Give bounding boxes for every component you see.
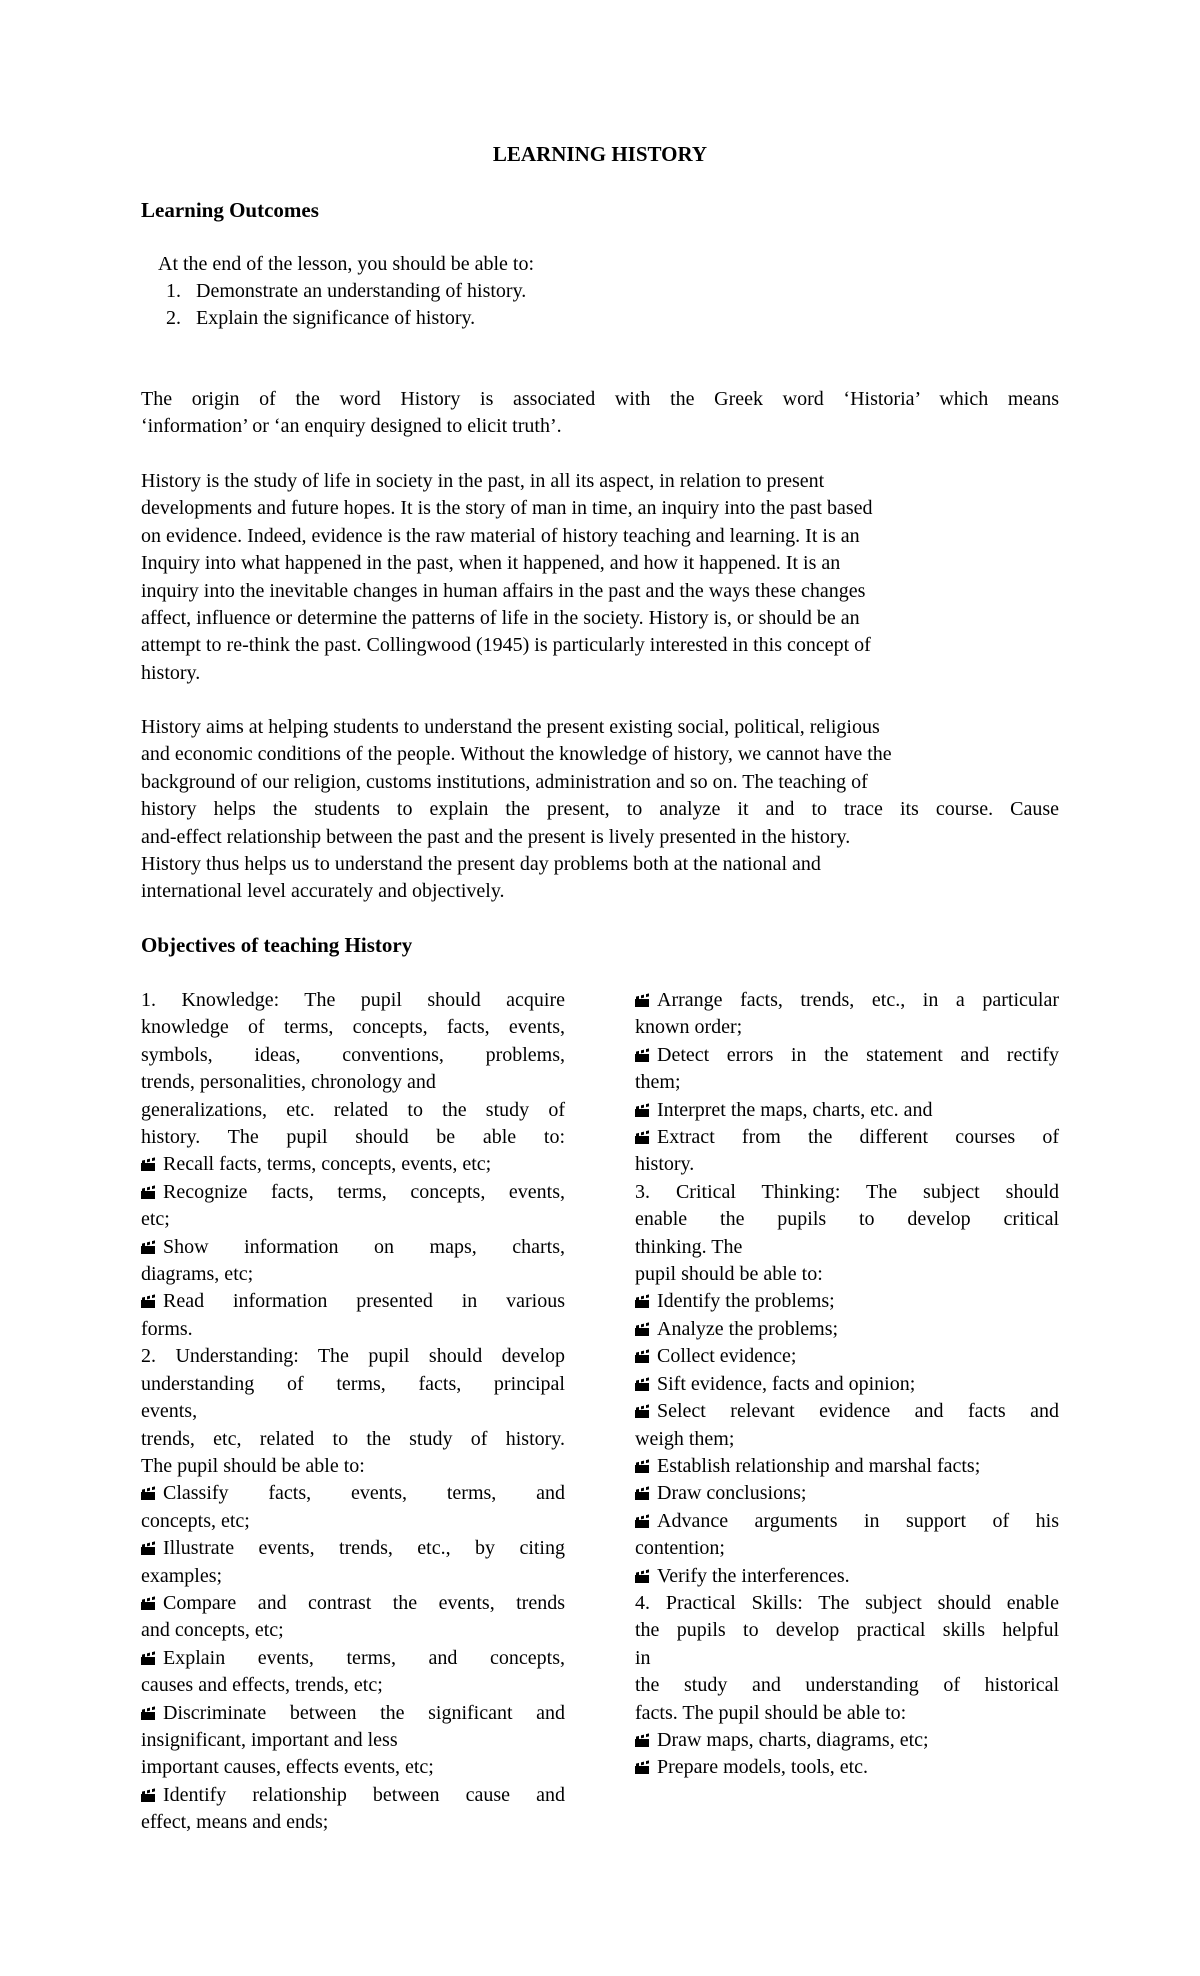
- objective-line: knowledge of terms, concepts, facts, events,: [141, 1016, 565, 1039]
- objective-line: 4. Practical Skills: The subject should enable: [635, 1591, 1059, 1614]
- objective-line: important causes, effects events, etc;: [141, 1756, 434, 1779]
- clapperboard-bullet-icon: [635, 1572, 649, 1583]
- aims-paragraph: History aims at helping students to understand the present existing social, political, religious and economic conditions of the people. Without the knowledge of history, we cannot have the background of our religion, customs institutions, administration and so on. The teaching of history helps the students to explain the present, to analyze it and to trace its course. Cause and-effect relationship between the past and the present is lively presented in the history. History thus helps us to understand the present day problems both at the national and international level accurately and objectively.: [141, 716, 1059, 903]
- objective-line: Verify the interferences.: [635, 1563, 1059, 1590]
- objective-line: known order;: [635, 1016, 743, 1039]
- clapperboard-bullet-icon: [635, 1325, 649, 1336]
- objective-line: effect, means and ends;: [141, 1811, 329, 1834]
- objectives-heading: Objectives of teaching History: [141, 933, 413, 957]
- clapperboard-bullet-icon: [141, 1489, 155, 1500]
- objective-line: thinking. The: [635, 1235, 743, 1258]
- objective-line: the pupils to develop practical skills helpful: [635, 1619, 1059, 1642]
- objective-line: concepts, etc;: [141, 1509, 250, 1532]
- objective-line: Establish relationship and marshal facts;: [635, 1453, 1059, 1480]
- objective-line: Explain events, terms, and concepts,: [141, 1645, 565, 1672]
- origin-paragraph: The origin of the word History is associated with the Greek word ‘Historia’ which means ‘information’ or ‘an enquiry designed to elicit truth’.: [141, 388, 1059, 438]
- clapperboard-bullet-icon: [141, 1160, 155, 1171]
- objective-line: understanding of terms, facts, principal: [141, 1372, 565, 1395]
- objective-line: Show information on maps, charts,: [141, 1234, 565, 1261]
- objective-line: symbols, ideas, conventions, problems,: [141, 1043, 565, 1066]
- objective-line: Read information presented in various: [141, 1288, 565, 1315]
- clapperboard-bullet-icon: [635, 1736, 649, 1747]
- objective-line: Identify the problems;: [635, 1288, 1059, 1315]
- outcomes-list: [166, 278, 526, 333]
- objective-line: contention;: [635, 1537, 725, 1560]
- objective-line: Advance arguments in support of his: [635, 1508, 1059, 1535]
- list-item: 2. Explain the significance of history.: [166, 307, 476, 330]
- objective-line: trends, personalities, chronology and: [141, 1071, 436, 1094]
- objective-line: forms.: [141, 1317, 193, 1340]
- objective-line: events,: [141, 1400, 198, 1423]
- clapperboard-bullet-icon: [141, 1297, 155, 1308]
- clapperboard-bullet-icon: [635, 1352, 649, 1363]
- objective-line: Extract from the different courses of: [635, 1124, 1059, 1151]
- objective-line: Analyze the problems;: [635, 1316, 1059, 1343]
- objective-line: Collect evidence;: [635, 1343, 1059, 1370]
- objective-line: causes and effects, trends, etc;: [141, 1674, 383, 1697]
- clapperboard-bullet-icon: [141, 1709, 155, 1720]
- objective-line: 3. Critical Thinking: The subject should: [635, 1180, 1059, 1203]
- clapperboard-bullet-icon: [635, 1297, 649, 1308]
- objective-line: Illustrate events, trends, etc., by citing: [141, 1535, 565, 1562]
- objective-line: Draw conclusions;: [635, 1480, 1059, 1507]
- objective-line: in: [635, 1646, 651, 1669]
- objective-line: and concepts, etc;: [141, 1619, 284, 1642]
- objective-line: Recognize facts, terms, concepts, events,: [141, 1179, 565, 1206]
- objective-line: Detect errors in the statement and rectify: [635, 1042, 1059, 1069]
- clapperboard-bullet-icon: [635, 1380, 649, 1391]
- objective-line: examples;: [141, 1564, 223, 1587]
- clapperboard-bullet-icon: [141, 1654, 155, 1665]
- clapperboard-bullet-icon: [635, 1517, 649, 1528]
- objective-line: Select relevant evidence and facts and: [635, 1398, 1059, 1425]
- definition-paragraph: History is the study of life in society in the past, in all its aspect, in relation to present developments and future hopes. It is the story of man in time, an inquiry into the past based on evidence. Indeed, evidence is the raw material of history teaching and learning. It is an Inquiry into what happened in the past, when it happened, and how it happened. It is an inquiry into the inevitable changes in human affairs in the past and the ways these changes affect, influence or determine the patterns of life in the society. History is, or should be an attempt to re-think the past. Collingwood (1945) is particularly interested in this concept of history.: [141, 470, 873, 684]
- objective-line: 2. Understanding: The pupil should develop: [141, 1345, 565, 1368]
- objective-line: Compare and contrast the events, trends: [141, 1590, 565, 1617]
- objective-line: them;: [635, 1071, 681, 1094]
- objective-line: Interpret the maps, charts, etc. and: [635, 1097, 1059, 1124]
- objective-line: history. The pupil should be able to:: [141, 1126, 565, 1149]
- objective-line: Sift evidence, facts and opinion;: [635, 1371, 1059, 1398]
- objective-line: etc;: [141, 1208, 170, 1231]
- objective-line: enable the pupils to develop critical: [635, 1208, 1059, 1231]
- objective-line: Prepare models, tools, etc.: [635, 1754, 1059, 1781]
- clapperboard-bullet-icon: [141, 1188, 155, 1199]
- clapperboard-bullet-icon: [141, 1791, 155, 1802]
- clapperboard-bullet-icon: [635, 1051, 649, 1062]
- objective-line: 1. Knowledge: The pupil should acquire: [141, 989, 565, 1011]
- clapperboard-bullet-icon: [635, 1462, 649, 1473]
- objective-line: facts. The pupil should be able to:: [635, 1701, 907, 1724]
- clapperboard-bullet-icon: [635, 1106, 649, 1117]
- clapperboard-bullet-icon: [141, 1544, 155, 1555]
- objective-line: Classify facts, events, terms, and: [141, 1480, 565, 1507]
- objective-line: Recall facts, terms, concepts, events, etc;: [141, 1151, 565, 1178]
- objective-line: Identify relationship between cause and: [141, 1782, 565, 1809]
- page-title: LEARNING HISTORY: [492, 142, 708, 166]
- list-item: 1. Demonstrate an understanding of history.: [166, 280, 527, 302]
- clapperboard-bullet-icon: [635, 1763, 649, 1774]
- objectives-right-column: [635, 987, 1059, 1782]
- clapperboard-bullet-icon: [635, 1407, 649, 1418]
- objective-line: Arrange facts, trends, etc., in a particular: [635, 987, 1059, 1014]
- objective-line: pupil should be able to:: [635, 1263, 823, 1286]
- objective-line: insignificant, important and less: [141, 1728, 398, 1751]
- clapperboard-bullet-icon: [635, 996, 649, 1007]
- clapperboard-bullet-icon: [635, 1489, 649, 1500]
- objective-line: Discriminate between the significant and: [141, 1700, 565, 1727]
- objective-line: diagrams, etc;: [141, 1263, 254, 1286]
- outcomes-intro: At the end of the lesson, you should be able to:: [158, 253, 535, 275]
- objective-line: weigh them;: [635, 1427, 735, 1450]
- objective-line: the study and understanding of historical: [635, 1674, 1059, 1697]
- objective-line: generalizations, etc. related to the study of: [141, 1098, 565, 1121]
- objective-line: trends, etc, related to the study of history.: [141, 1427, 565, 1450]
- objective-line: history.: [635, 1153, 695, 1176]
- objective-line: The pupil should be able to:: [141, 1454, 365, 1477]
- learning-outcomes-heading: Learning Outcomes: [141, 198, 319, 222]
- clapperboard-bullet-icon: [141, 1243, 155, 1254]
- objective-line: Draw maps, charts, diagrams, etc;: [635, 1727, 1059, 1754]
- clapperboard-bullet-icon: [141, 1599, 155, 1610]
- clapperboard-bullet-icon: [635, 1133, 649, 1144]
- objectives-left-column: [141, 987, 565, 1837]
